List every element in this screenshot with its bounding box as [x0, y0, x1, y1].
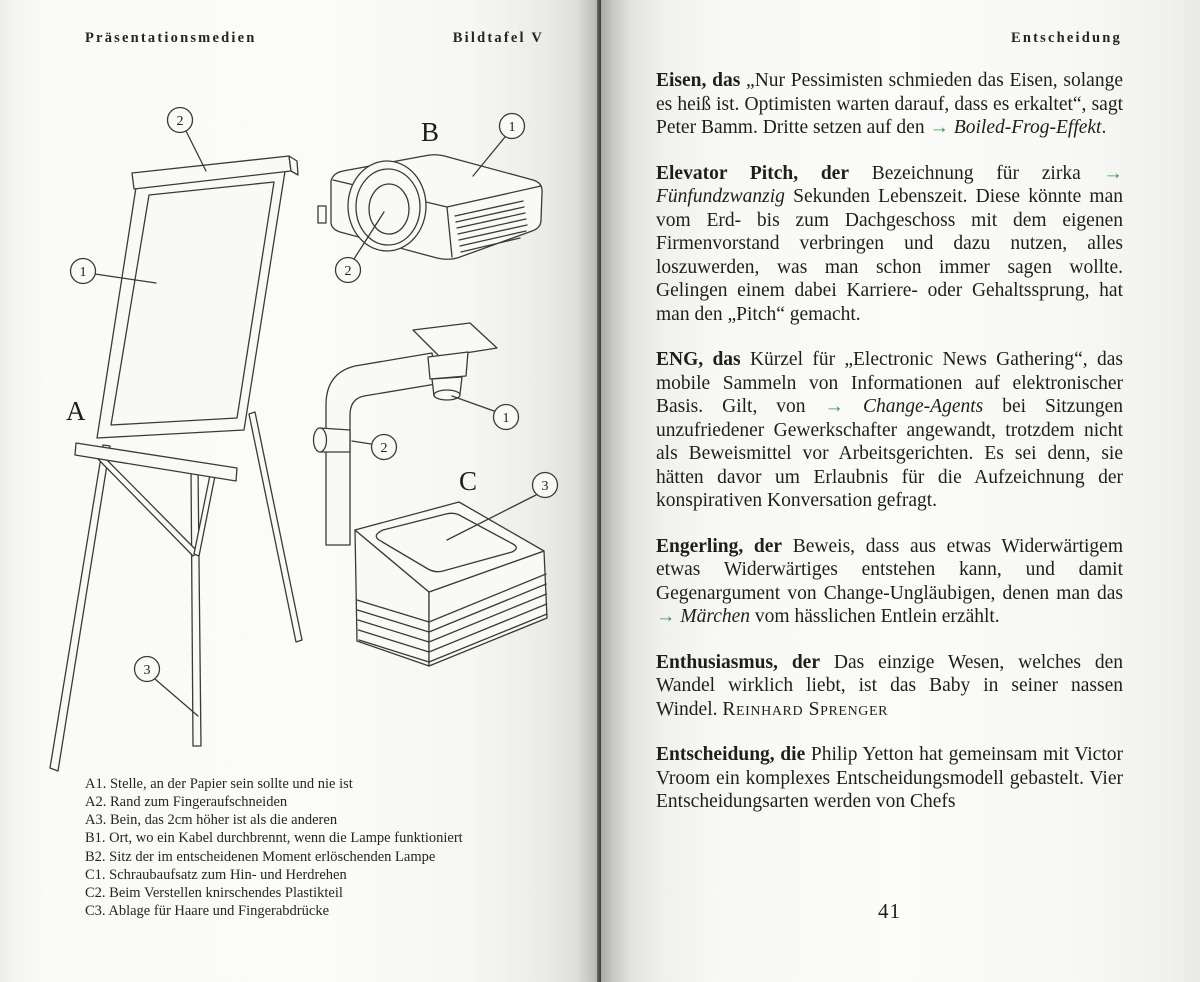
figure-label-b: B — [421, 117, 440, 147]
caption-line: C3. Ablage für Haare und Fingerabdrücke — [85, 903, 330, 920]
callout-c1 — [452, 396, 519, 430]
cross-reference-term: Märchen — [680, 606, 751, 627]
entry-text: Kürzel für „Electronic News Gathering“, das mobile Sammeln von Informationen auf elektronischer Basis. Gilt, von — [656, 349, 1123, 417]
cross-reference-term: Change-Agents — [863, 396, 984, 417]
entry-headword: ENG, das — [656, 349, 741, 370]
svg-text:3: 3 — [143, 663, 151, 678]
entry-headword: Elevator Pitch, der — [656, 162, 849, 184]
svg-text:1: 1 — [508, 120, 516, 135]
entry-text: Das einzige Wesen, welches den Wandel wirklich liebt, ist das Baby in seiner nassen Windel. — [656, 651, 1123, 720]
entry-text: vom hässlichen Entlein erzählt. — [750, 606, 1000, 627]
overhead-projector-figure — [314, 323, 558, 666]
dictionary-entry — [656, 348, 1123, 513]
figure-label-a: A — [66, 396, 86, 426]
entry-text: Philip Yetton hat gemeinsam mit Victor Vroom ein komplexes Entscheidungsmodell gebastelt. Vier Entscheidungsarten werden von Chefs — [656, 744, 1123, 812]
running-head-plate: Bildtafel V — [452, 30, 544, 46]
svg-text:1: 1 — [79, 265, 87, 280]
arrow-icon: → — [824, 396, 863, 417]
arrow-icon: → — [929, 117, 954, 138]
running-head-left: Präsentationsmedien — [85, 30, 257, 46]
dictionary-entry — [656, 162, 1123, 327]
arrow-icon: → — [656, 606, 681, 627]
dictionary-entry — [656, 535, 1123, 629]
entry-text: bei Sitzungen unzufriedener Gewerkschafter angewandt, trotzdem nicht als Beweismittel vor Arbeitsgerichten. Es sei denn, sie hätten davor um Erlaubnis für die Aufzeichnung der konspirativen Konversation gefragt. — [656, 396, 1123, 511]
dictionary-entry — [656, 743, 1123, 814]
caption-line: A3. Bein, das 2cm höher ist als die anderen — [85, 812, 338, 829]
figure-caption-list — [85, 775, 463, 920]
page-number: 41 — [878, 899, 901, 923]
callout-c2 — [352, 435, 397, 460]
caption-line: C1. Schraubaufsatz zum Hin- und Herdrehen — [85, 866, 347, 883]
arrow-icon: → — [1103, 162, 1123, 184]
entry-headword: Engerling, der — [656, 535, 783, 557]
caption-line: A1. Stelle, an der Papier sein sollte und nie ist — [85, 776, 353, 792]
entry-text: „Nur Pessimisten schmieden das Eisen, solange es heiß ist. Optimisten warten darauf, dass es erkaltet“, sagt Peter Bamm. Dritte setzen auf den — [656, 70, 1123, 138]
callout-a2 — [168, 108, 207, 172]
caption-line: C2. Beim Verstellen knirschendes Plastikteil — [85, 884, 343, 901]
caption-line: B2. Sitz der im entscheidenen Moment erlöschenden Lampe — [85, 848, 436, 865]
entry-text: Sekunden Lebenszeit. Diese könnte man vom Erd- bis zum Dachgeschoss mit dem eigenen Firmenvorstand verbringen und dazu nutzen, alles loszuwerden, was man schon immer sagen wollte. Gelingen einem dabei Karriere- oder Gehaltssprung, hat man den „Pitch“ gemacht. — [656, 186, 1123, 325]
right-page — [601, 0, 1200, 982]
callout-a3 — [135, 657, 199, 717]
entry-text: Bezeichnung für zirka — [848, 162, 1104, 184]
dictionary-entries — [656, 69, 1123, 814]
author-name: Reinhard Sprenger — [722, 698, 889, 720]
running-head-right: Entscheidung — [1010, 30, 1122, 46]
dictionary-entry — [656, 69, 1123, 140]
entry-headword: Entscheidung, die — [656, 744, 806, 765]
svg-text:3: 3 — [541, 479, 549, 494]
entry-headword: Eisen, das — [656, 70, 741, 91]
svg-text:2: 2 — [380, 441, 388, 456]
figure-label-c: C — [459, 466, 478, 496]
svg-text:2: 2 — [176, 114, 184, 129]
svg-text:1: 1 — [502, 411, 510, 426]
projector-figure — [318, 114, 542, 283]
entry-text: . — [1101, 117, 1107, 138]
dictionary-entry — [656, 651, 1123, 722]
callout-b1 — [473, 114, 525, 177]
cross-reference-term: Fünfundzwanzig — [656, 186, 785, 207]
flipchart-figure — [50, 108, 302, 772]
svg-text:2: 2 — [344, 264, 352, 279]
caption-line: B1. Ort, wo ein Kabel durchbrennt, wenn die Lampe funktioniert — [85, 830, 463, 847]
entry-headword: Enthusiasmus, der — [656, 651, 820, 673]
caption-line: A2. Rand zum Fingeraufschneiden — [85, 794, 288, 811]
entry-text: Beweis, dass aus etwas Widerwärtigem etwas Widerwärtiges entstehen kann, und damit Gegenargument von Change-Ungläubigen, denen man das — [656, 535, 1123, 604]
cross-reference-term: Boiled-Frog-Effekt — [953, 117, 1102, 138]
